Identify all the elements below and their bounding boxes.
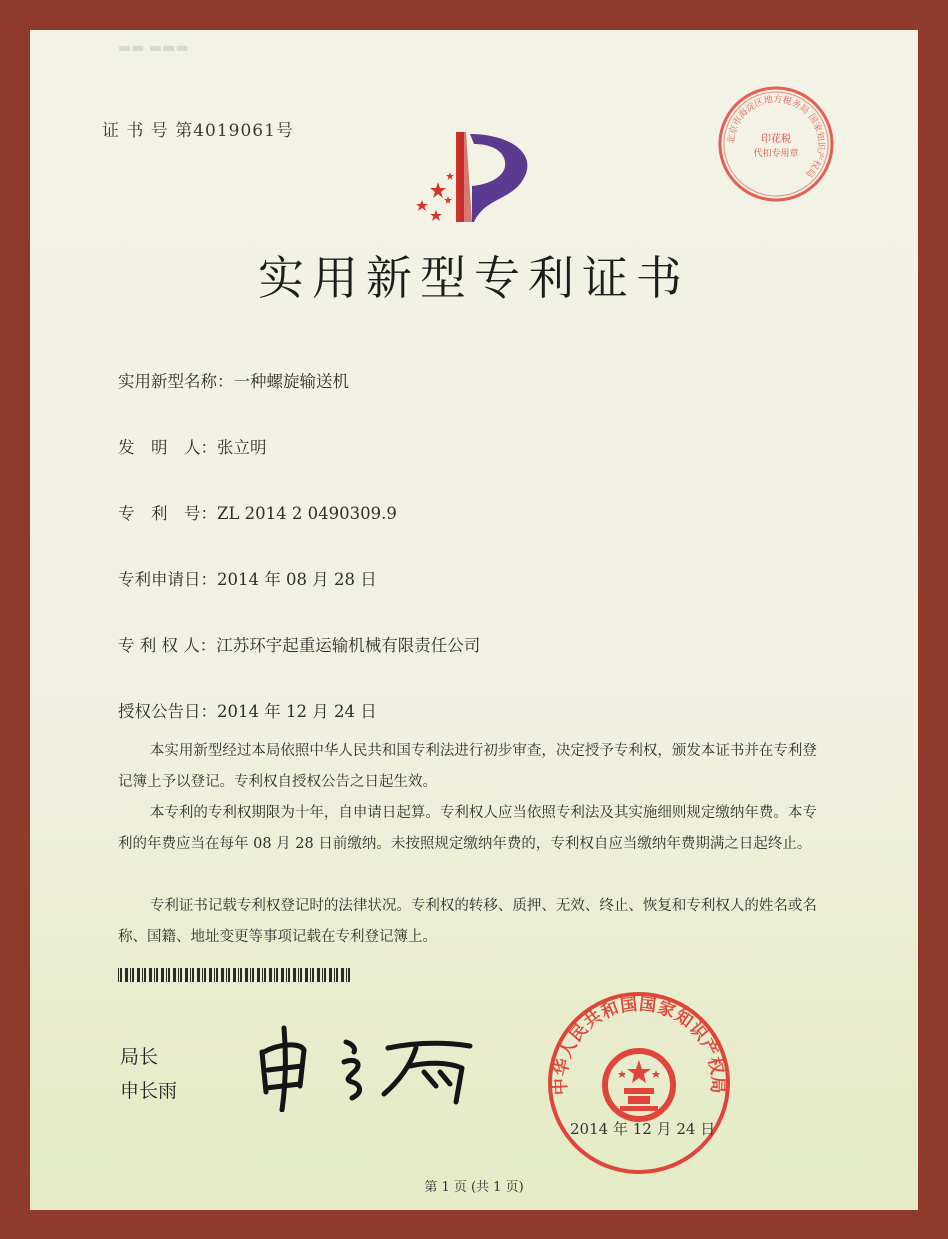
application-date-row xyxy=(118,566,377,590)
utility-model-name-value: 一种螺旋输送机 xyxy=(233,372,349,391)
body-paragraph-3: 专利证书记载专利权登记时的法律状况。专利权的转移、质押、无效、终止、恢复和专利权人的姓名或名称、国籍、地址变更等事项记载在专利登记簿上。 xyxy=(118,898,817,945)
svg-text:中华人民共和国国家知识产权局: 中华人民共和国国家知识产权局 xyxy=(550,994,728,1096)
utility-model-name-label: 实用新型名称： xyxy=(118,372,234,391)
body-paragraph-2: 本专利的专利权期限为十年，自申请日起算。专利权人应当依照专利法及其实施细则规定缴纳年费。本专利的年费应当在每年 08 月 28 日前缴纳。未按照规定缴纳年费的，专利权自应当缴纳年费期满之日起终止。 xyxy=(118,805,817,852)
inventor-label: 发 明 人： xyxy=(118,438,217,457)
page-number: 第 1 页 (共 1 页) xyxy=(424,1180,524,1195)
patent-number-row xyxy=(118,500,397,524)
patent-holder-label: 专 利 权 人： xyxy=(118,636,217,655)
cnipa-logo-icon xyxy=(392,126,552,246)
cnipa-seal-icon xyxy=(546,990,732,1176)
barcode-icon xyxy=(118,968,353,982)
application-date-label: 专利申请日： xyxy=(118,570,217,589)
patent-number-value: ZL 2014 2 0490309.9 xyxy=(217,504,397,523)
background-texture: ▬▬ ▬▬▬ xyxy=(118,40,189,56)
announcement-date-row xyxy=(118,698,377,722)
patent-number-label: 专 利 号： xyxy=(118,504,217,523)
utility-model-name-row xyxy=(118,368,349,392)
tax-seal-icon xyxy=(716,84,836,204)
certificate-number xyxy=(102,116,294,141)
inventor-value: 张立明 xyxy=(217,438,267,457)
certificate-number-value: 4019061 xyxy=(193,121,276,141)
signatory-name: 申长雨 xyxy=(120,1080,178,1102)
patent-holder-value: 江苏环宇起重运输机械有限责任公司 xyxy=(216,636,481,655)
announcement-date-value: 2014 年 12 月 24 日 xyxy=(217,702,377,721)
handwritten-signature-icon xyxy=(248,1022,488,1112)
certificate-paper xyxy=(30,30,918,1210)
signatory-role: 局长 xyxy=(120,1046,159,1068)
svg-text:代扣专用章: 代扣专用章 xyxy=(753,149,799,159)
announcement-date-label: 授权公告日： xyxy=(118,702,217,721)
patent-holder-row xyxy=(118,632,480,656)
application-date-value: 2014 年 08 月 28 日 xyxy=(217,570,377,589)
certificate-number-suffix: 号 xyxy=(275,121,294,141)
svg-text:北京市海淀区地方税务局 国家知识产权局: 北京市海淀区地方税务局 国家知识产权局 xyxy=(726,94,826,179)
certificate-number-label: 证 书 号 第 xyxy=(102,121,194,141)
body-paragraph-1: 本实用新型经过本局依照中华人民共和国专利法进行初步审查，决定授予专利权，颁发本证书并在专利登记簿上予以登记。专利权自授权公告之日起生效。 xyxy=(118,743,817,790)
seal-date: 2014 年 12 月 24 日 xyxy=(570,1120,716,1138)
inventor-row xyxy=(118,434,267,458)
certificate-title: 实用新型专利证书 xyxy=(258,251,690,305)
svg-text:印花税: 印花税 xyxy=(761,134,791,145)
